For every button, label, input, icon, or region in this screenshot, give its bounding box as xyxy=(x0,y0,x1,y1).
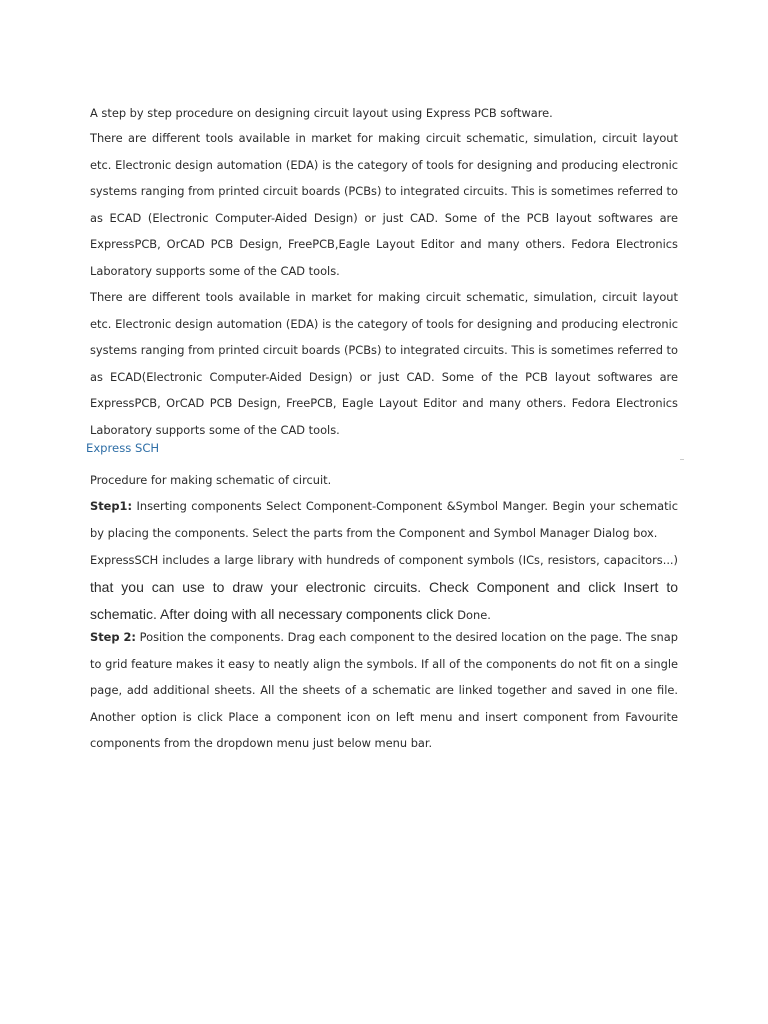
step-1-label: Step1: xyxy=(90,499,133,513)
divider-mark xyxy=(680,459,684,460)
step-2-label: Step 2: xyxy=(90,630,136,644)
step-2-paragraph xyxy=(90,624,678,757)
paragraph-eda-1: There are different tools available in market for making circuit schematic, simulation, circuit layout etc. Electronic design automation (EDA) is the category of tools for designing and producing electronic systems ranging from printed circuit boards (PCBs) to integrated circuits. This is sometimes referred to as ECAD (Electronic Computer-Aided Design) or just CAD. Some of the PCB layout softwares are ExpressPCB, OrCAD PCB Design, FreePCB,Eagle Layout Editor and many others. Fedora Electronics Laboratory supports some of the CAD tools. xyxy=(90,131,678,278)
library-text-end: that you can use to draw your electronic circuits. Check Component and click Insert to schematic. After doing with all necessary components click xyxy=(90,578,678,622)
library-text-start: ExpressSCH includes a large library with hundreds of component symbols (ICs, resistors, capacitors...) xyxy=(90,553,678,567)
intro-line: A step by step procedure on designing circuit layout using Express PCB software. xyxy=(90,106,553,120)
step-1-text: Inserting components Select Component-Component &Symbol Manger. Begin your schematic by placing the components. Select the parts from the Component and Symbol Manager Dialog box. xyxy=(90,499,678,540)
step-2-text: Position the components. Drag each component to the desired location on the page. The snap to grid feature makes it easy to neatly align the symbols. If all of the components do not fit on a single page, add additional sheets. All the sheets of a schematic are linked together and saved in one file. Another option is click Place a component icon on left menu and insert component from Favourite components from the dropdown menu just below menu bar. xyxy=(90,630,678,750)
step-1-paragraph xyxy=(90,493,678,546)
library-done: Done. xyxy=(457,608,491,622)
section-heading-express-sch: Express SCH xyxy=(86,441,160,455)
library-paragraph xyxy=(90,546,678,629)
paragraph-eda-2: There are different tools available in market for making circuit schematic, simulation, circuit layout etc. Electronic design automation (EDA) is the category of tools for designing and producing electronic systems ranging from printed circuit boards (PCBs) to integrated circuits. This is sometimes referred to as ECAD(Electronic Computer-Aided Design) or just CAD. Some of the PCB layout softwares are ExpressPCB, OrCAD PCB Design, FreePCB, Eagle Layout Editor and many others. Fedora Electronics Laboratory supports some of the CAD tools. xyxy=(90,290,678,437)
procedure-intro: Procedure for making schematic of circuit. xyxy=(90,473,332,487)
